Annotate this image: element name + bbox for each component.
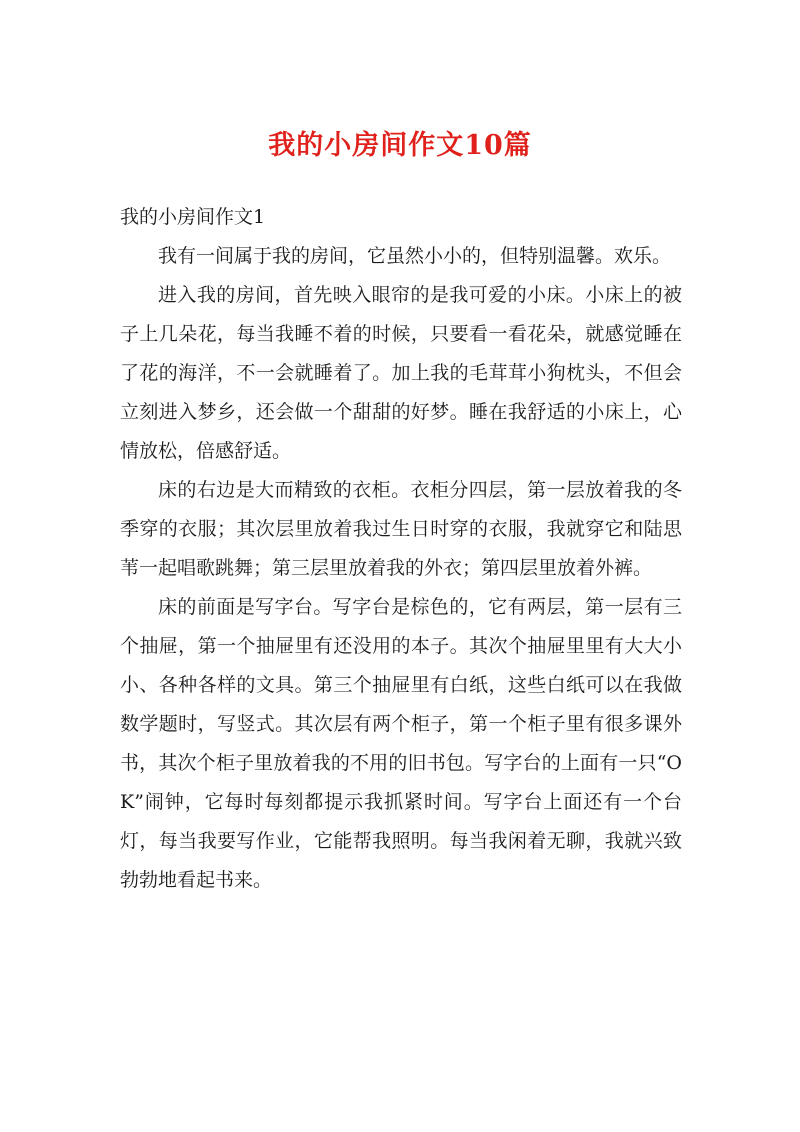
document-body [120,198,682,900]
paragraph-wardrobe: 床的右边是大而精致的衣柜。衣柜分四层，第一层放着我的冬季穿的衣服；其次层里放着我过生日时穿的衣服，我就穿它和陆思苇一起唱歌跳舞；第三层里放着我的外衣；第四层里放着外裤。 [120,479,682,579]
section-heading: 我的小房间作文1 [120,206,266,228]
paragraph-bed: 进入我的房间，首先映入眼帘的是我可爱的小床。小床上的被子上几朵花，每当我睡不着的时候，只要看一看花朵，就感觉睡在了花的海洋，不一会就睡着了。加上我的毛茸茸小狗枕头，不但会立刻进入梦乡，还会做一个甜甜的好梦。睡在我舒适的小床上，心情放松，倍感舒适。 [120,284,682,462]
paragraph-intro: 我有一间属于我的房间，它虽然小小的，但特别温馨。欢乐。 [158,245,672,267]
paragraph-desk: 床的前面是写字台。写字台是棕色的，它有两层，第一层有三个抽屉，第一个抽屉里有还没用的本子。其次个抽屉里里有大大小小、各种各样的文具。第三个抽屉里有白纸，这些白纸可以在我做数学题时，写竖式。其次层有两个柜子，第一个柜子里有很多课外书，其次个柜子里放着我的不用的旧书包。写字台的上面有一只“OK”闹钟，它每时每刻都提示我抓紧时间。写字台上面还有一个台灯，每当我要写作业，它能帮我照明。每当我闲着无聊，我就兴致勃勃地看起书来。 [120,596,682,891]
page-title: 我的小房间作文10篇 [268,130,532,161]
